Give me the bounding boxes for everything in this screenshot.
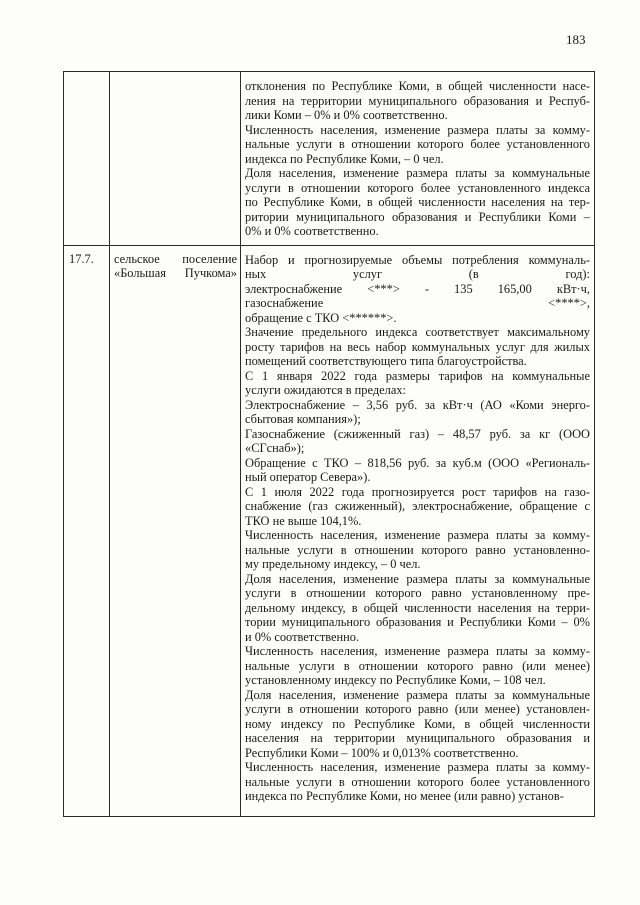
text-line: сбытовая компания»); bbox=[245, 412, 361, 426]
text-line: Набор и прогнозируемые объемы потребления коммуналь- bbox=[245, 252, 590, 267]
text-line: нальные услуги в отношении которого более установленного bbox=[245, 774, 590, 789]
paragraph bbox=[245, 166, 590, 239]
text-line: Доля населения, изменение размера платы за коммунальные bbox=[245, 687, 590, 702]
text-line: тории муниципального образования и Республики Коми – 0% bbox=[245, 615, 590, 629]
text-line: 0% и 0% соответственно. bbox=[245, 224, 379, 238]
settlement-name-cell bbox=[110, 245, 241, 816]
text-line: услуги ожидаются в пределах: bbox=[245, 383, 406, 397]
settlement-name-cell bbox=[110, 72, 241, 246]
text-line: ления на территории муниципального образования и Респуб- bbox=[245, 93, 590, 108]
text-line: Доля населения, изменение размера платы за коммунальные bbox=[245, 166, 590, 180]
description-cell bbox=[241, 72, 595, 246]
row-number-cell bbox=[64, 72, 110, 246]
page-number: 183 bbox=[566, 32, 586, 47]
text-line: росту тарифов на весь набор коммунальных услуг для жилых bbox=[245, 339, 590, 354]
paragraph bbox=[245, 760, 590, 804]
settlement-name-line: сельское поселение bbox=[114, 251, 237, 266]
text-line: по Республике Коми, в общей численности населения на тер- bbox=[245, 195, 590, 209]
text-line: Численность населения, изменение размера платы за комму- bbox=[245, 760, 590, 774]
text-line: Численность населения, изменение размера платы за комму- bbox=[245, 528, 590, 542]
text-line: Доля населения, изменение размера платы за коммунальные bbox=[245, 571, 590, 586]
table-row bbox=[64, 72, 595, 246]
text-line: помещений соответствующего типа благоустройства. bbox=[245, 354, 527, 368]
paragraph bbox=[245, 572, 590, 645]
text-line: С 1 июля 2022 года прогнозируется рост тарифов на газо- bbox=[245, 484, 590, 499]
text-line: Республики Коми – 100% и 0,013% соответственно. bbox=[245, 745, 519, 760]
text-line: нальные услуги в отношении которого равно (или менее) bbox=[245, 658, 590, 673]
text-line: С 1 января 2022 года размеры тарифов на коммунальные bbox=[245, 368, 590, 383]
text-line: индекса по Республике Коми, но менее (или равно) установ- bbox=[245, 789, 564, 803]
text-line: Значение предельного индекса соответствует максимальному bbox=[245, 325, 590, 339]
row-number-cell bbox=[64, 245, 110, 816]
text-line: электроснабжение <***> - 135 165,00 кВт·ч, bbox=[245, 281, 590, 296]
paragraph bbox=[245, 456, 590, 485]
text-line: ных услуг (в год): bbox=[245, 267, 590, 281]
paragraph bbox=[245, 79, 590, 123]
paragraph bbox=[245, 123, 590, 167]
paragraph bbox=[245, 253, 590, 326]
text-line: му предельному индексу, – 0 чел. bbox=[245, 557, 421, 571]
text-line: «СГснаб»); bbox=[245, 441, 305, 455]
text-line: Электроснабжение – 3,56 руб. за кВт·ч (АО «Коми энерго- bbox=[245, 397, 590, 412]
text-line: ному индексу по Республике Коми, в общей численности bbox=[245, 716, 590, 731]
text-line: дельному индексу, в общей численности населения на терри- bbox=[245, 600, 590, 615]
text-line: установленному индексу по Республике Коми, – 108 чел. bbox=[245, 673, 546, 687]
text-line: услуги в отношении которого равно (или менее) установлен- bbox=[245, 702, 590, 716]
text-line: и 0% соответственно. bbox=[245, 629, 360, 644]
text-line: лики Коми – 0% и 0% соответственно. bbox=[245, 108, 448, 122]
text-line: ритории муниципального образования и Республики Коми – bbox=[245, 209, 590, 224]
paragraph bbox=[245, 688, 590, 761]
text-line: Обращение с ТКО – 818,56 руб. за куб.м (ООО «Региональ- bbox=[245, 455, 590, 470]
document-table bbox=[63, 71, 595, 817]
text-line: снабжение (газ сжиженный), электроснабжение, обращение с bbox=[245, 499, 590, 513]
text-line: индекса по Республике Коми, – 0 чел. bbox=[245, 151, 444, 166]
paragraph bbox=[245, 398, 590, 427]
paragraph bbox=[245, 644, 590, 688]
paragraph bbox=[245, 325, 590, 369]
text-line: отклонения по Республике Коми, в общей численности насе- bbox=[245, 79, 590, 93]
text-line: Численность населения, изменение размера платы за комму- bbox=[245, 644, 590, 658]
text-line: нальные услуги в отношении которого более установленного bbox=[245, 137, 590, 151]
text-line: услуги в отношении которого более установленного индекса bbox=[245, 180, 590, 195]
settlement-name-line: «Большая Пучкома» bbox=[114, 266, 237, 280]
row-number: 17.7. bbox=[69, 251, 94, 266]
table-row bbox=[64, 245, 595, 816]
text-line: населения на территории муниципального образования и bbox=[245, 731, 590, 745]
paragraph bbox=[245, 369, 590, 398]
text-line: Численность населения, изменение размера платы за комму- bbox=[245, 122, 590, 137]
text-line: услуги в отношении которого равно установленному пре- bbox=[245, 586, 590, 600]
text-line: газоснабжение <****>, bbox=[245, 296, 590, 310]
text-line: Газоснабжение (сжиженный газ) – 48,57 руб. за кг (ООО bbox=[245, 426, 590, 441]
text-line: обращение с ТКО <******>. bbox=[245, 310, 397, 325]
paragraph bbox=[245, 485, 590, 529]
text-line: ТКО не выше 104,1%. bbox=[245, 513, 362, 528]
paragraph bbox=[245, 427, 590, 456]
text-line: ный оператор Севера»). bbox=[245, 470, 371, 484]
text-line: нальные услуги в отношении которого равно установленно- bbox=[245, 542, 590, 557]
description-cell bbox=[241, 245, 595, 816]
paragraph bbox=[245, 528, 590, 572]
